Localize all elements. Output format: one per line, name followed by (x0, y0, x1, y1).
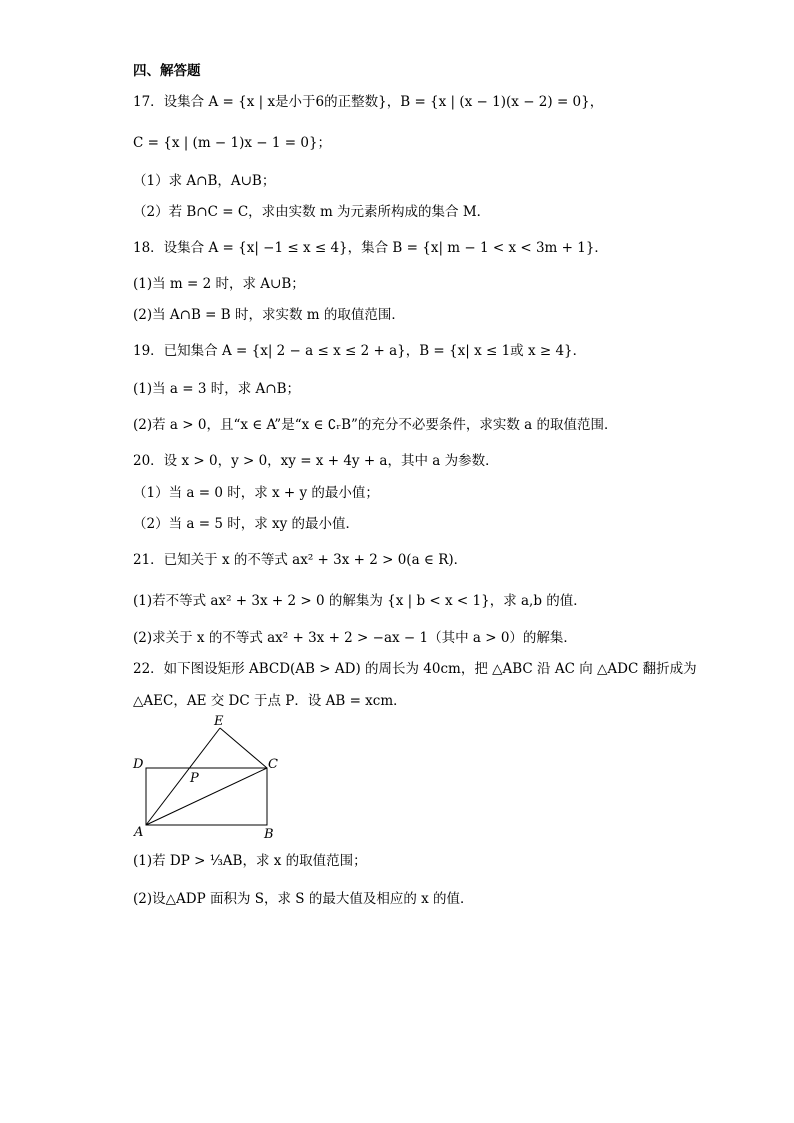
section-title: 四、解答题 (133, 63, 201, 79)
q20-line1: 20．设 x > 0，y > 0，xy = x + 4y + a，其中 a 为参数． (133, 453, 499, 469)
q17-line2: C = {x | (m − 1)x − 1 = 0}； (133, 135, 332, 151)
label-c: C (268, 757, 278, 772)
q19-part2: (2)若 a > 0，且“x ∈ A”是“x ∈ ∁ᵣB”的充分不必要条件，求实数 a 的取值范围． (133, 417, 618, 433)
q20-part1: （1）当 a = 0 时，求 x + y 的最小值； (133, 485, 379, 501)
diagonal-ac (146, 768, 267, 825)
label-d: D (133, 757, 144, 772)
q19-part1: (1)当 a = 3 时，求 A∩B； (133, 381, 301, 397)
label-p: P (190, 771, 199, 786)
q18-part2: (2)当 A∩B = B 时，求实数 m 的取值范围． (133, 307, 405, 323)
q18-line1: 18．设集合 A = {x| −1 ≤ x ≤ 4}，集合 B = {x| m − 1 < x < 3m + 1}． (133, 240, 608, 256)
q21-part2: (2)求关于 x 的不等式 ax² + 3x + 2 > −ax − 1（其中 a > 0）的解集． (133, 630, 577, 646)
q22-part2: (2)设△ADP 面积为 S，求 S 的最大值及相应的 x 的值． (133, 891, 474, 907)
q20-part2: （2）当 a = 5 时，求 xy 的最小值． (133, 516, 360, 532)
q17-line1: 17．设集合 A = {x | x是小于6的正整数}，B = {x | (x − 1)(x − 2) = 0}， (133, 94, 604, 110)
q21-part1: (1)若不等式 ax² + 3x + 2 > 0 的解集为 {x | b < x < 1}，求 a,b 的值． (133, 593, 587, 609)
segment-ec (220, 728, 267, 768)
q18-part1: (1)当 m = 2 时，求 A∪B； (133, 276, 305, 292)
label-e: E (214, 714, 224, 729)
q19-line1: 19．已知集合 A = {x| 2 − a ≤ x ≤ 2 + a}，B = {x| x ≤ 1或 x ≥ 4}． (133, 343, 587, 359)
q22-line2: △AEC，AE 交 DC 于点 P．设 AB = xcm． (133, 693, 407, 709)
label-b: B (264, 827, 274, 842)
q17-part2: （2）若 B∩C = C，求由实数 m 为元素所构成的集合 M． (133, 204, 491, 220)
label-a: A (134, 825, 144, 840)
q22-part1: (1)若 DP > ⅓AB，求 x 的取值范围； (133, 853, 367, 869)
q21-line1: 21．已知关于 x 的不等式 ax² + 3x + 2 > 0(a ∈ R)． (133, 552, 468, 568)
q17-part1: （1）求 A∩B，A∪B； (133, 173, 276, 189)
rectangle-fold-figure (128, 712, 288, 842)
q22-line1: 22．如下图设矩形 ABCD(AB > AD) 的周长为 40cm，把 △ABC 沿 AC 向 △ADC 翻折成为 (133, 661, 697, 677)
segment-ae (146, 728, 220, 825)
